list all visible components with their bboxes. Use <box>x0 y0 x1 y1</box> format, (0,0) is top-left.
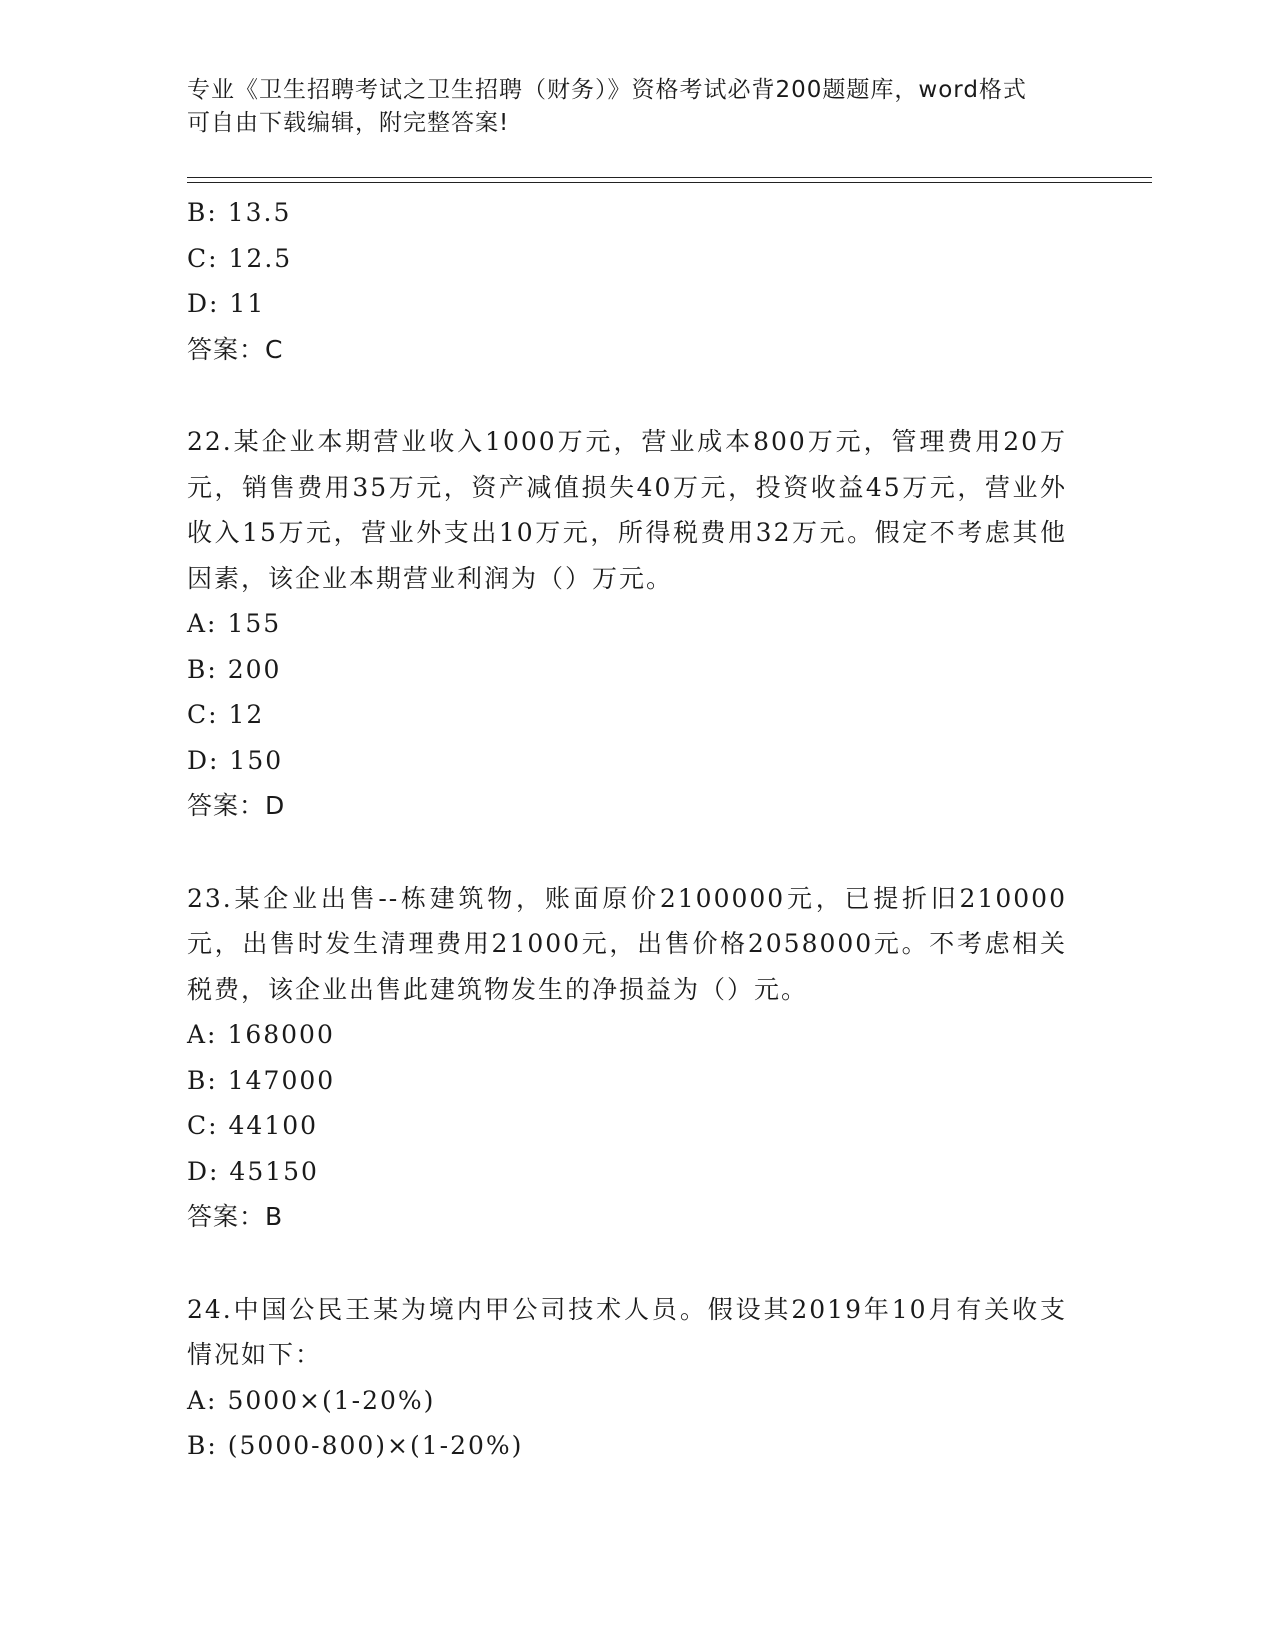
option-text: 44100 <box>228 1111 319 1140</box>
spacer <box>187 829 1067 876</box>
option-label: C: <box>187 243 219 273</box>
spacer <box>187 1240 1067 1287</box>
option-text: 11 <box>229 289 266 318</box>
option-a <box>187 1012 1067 1058</box>
question-stem: 22.某企业本期营业收入1000万元，营业成本800万元，管理费用20万元，销售费用35万元，资产减值损失40万元，投资收益45万元，营业外收入15万元，营业外支出10万元，所得税费用32万元。假定不考虑其他因素，该企业本期营业利润为（）万元。 <box>187 427 1067 593</box>
option-c <box>187 1103 1067 1149</box>
question-23 <box>187 876 1067 1240</box>
option-a <box>187 601 1067 647</box>
option-text: 147000 <box>227 1065 336 1095</box>
option-text: 12 <box>228 700 265 729</box>
spacer <box>187 372 1067 419</box>
question-21 <box>187 190 1067 372</box>
option-label: C: <box>187 1111 219 1140</box>
option-label: A: <box>187 1020 218 1049</box>
header-divider-bottom <box>187 182 1152 183</box>
option-label: D: <box>187 1156 220 1186</box>
question-list <box>187 190 1067 1469</box>
option-text: 5000×(1-20%) <box>227 1385 436 1415</box>
option-b <box>187 647 1067 693</box>
header-title-line-1: 专业《卫生招聘考试之卫生招聘（财务）》资格考试必背200题题库，word格式 <box>187 77 1027 103</box>
option-text: 155 <box>227 609 282 638</box>
question-stem: 23.某企业出售--栋建筑物，账面原价2100000元，已提折旧210000元，出售时发生清理费用21000元，出售价格2058000元。不考虑相关税费，该企业出售此建筑物发生的净损益为（）元。 <box>187 883 1067 1004</box>
option-b <box>187 1423 1067 1469</box>
option-label: B: <box>187 654 218 684</box>
option-d <box>187 281 1067 327</box>
option-text: 12.5 <box>228 243 293 273</box>
option-label: B: <box>187 198 218 227</box>
header-divider-top <box>187 177 1152 178</box>
option-d <box>187 738 1067 784</box>
document-header <box>187 74 1087 140</box>
option-label: A: <box>187 1385 218 1415</box>
answer-line: 答案：D <box>187 791 286 820</box>
option-label: A: <box>187 609 218 638</box>
option-text: 200 <box>227 654 282 684</box>
question-22 <box>187 419 1067 829</box>
option-text: 150 <box>229 745 284 775</box>
option-label: D: <box>187 745 220 775</box>
header-title-line-2: 可自由下载编辑，附完整答案! <box>187 110 510 136</box>
option-c <box>187 692 1067 738</box>
question-stem: 24.中国公民王某为境内甲公司技术人员。假设其2019年10月有关收支情况如下： <box>187 1294 1067 1369</box>
option-text: 45150 <box>229 1156 319 1186</box>
option-c <box>187 236 1067 282</box>
option-label: D: <box>187 289 220 318</box>
option-a <box>187 1378 1067 1424</box>
option-text: 13.5 <box>227 198 292 227</box>
answer-line: 答案：B <box>187 1202 284 1231</box>
option-label: B: <box>187 1431 218 1460</box>
answer-line: 答案：C <box>187 334 284 364</box>
option-d <box>187 1149 1067 1195</box>
option-label: C: <box>187 700 219 729</box>
option-b <box>187 1058 1067 1104</box>
option-text: 168000 <box>227 1020 335 1049</box>
question-24 <box>187 1287 1067 1469</box>
option-text: (5000-800)×(1-20%) <box>227 1431 524 1460</box>
option-label: B: <box>187 1065 218 1095</box>
option-b <box>187 190 1067 236</box>
